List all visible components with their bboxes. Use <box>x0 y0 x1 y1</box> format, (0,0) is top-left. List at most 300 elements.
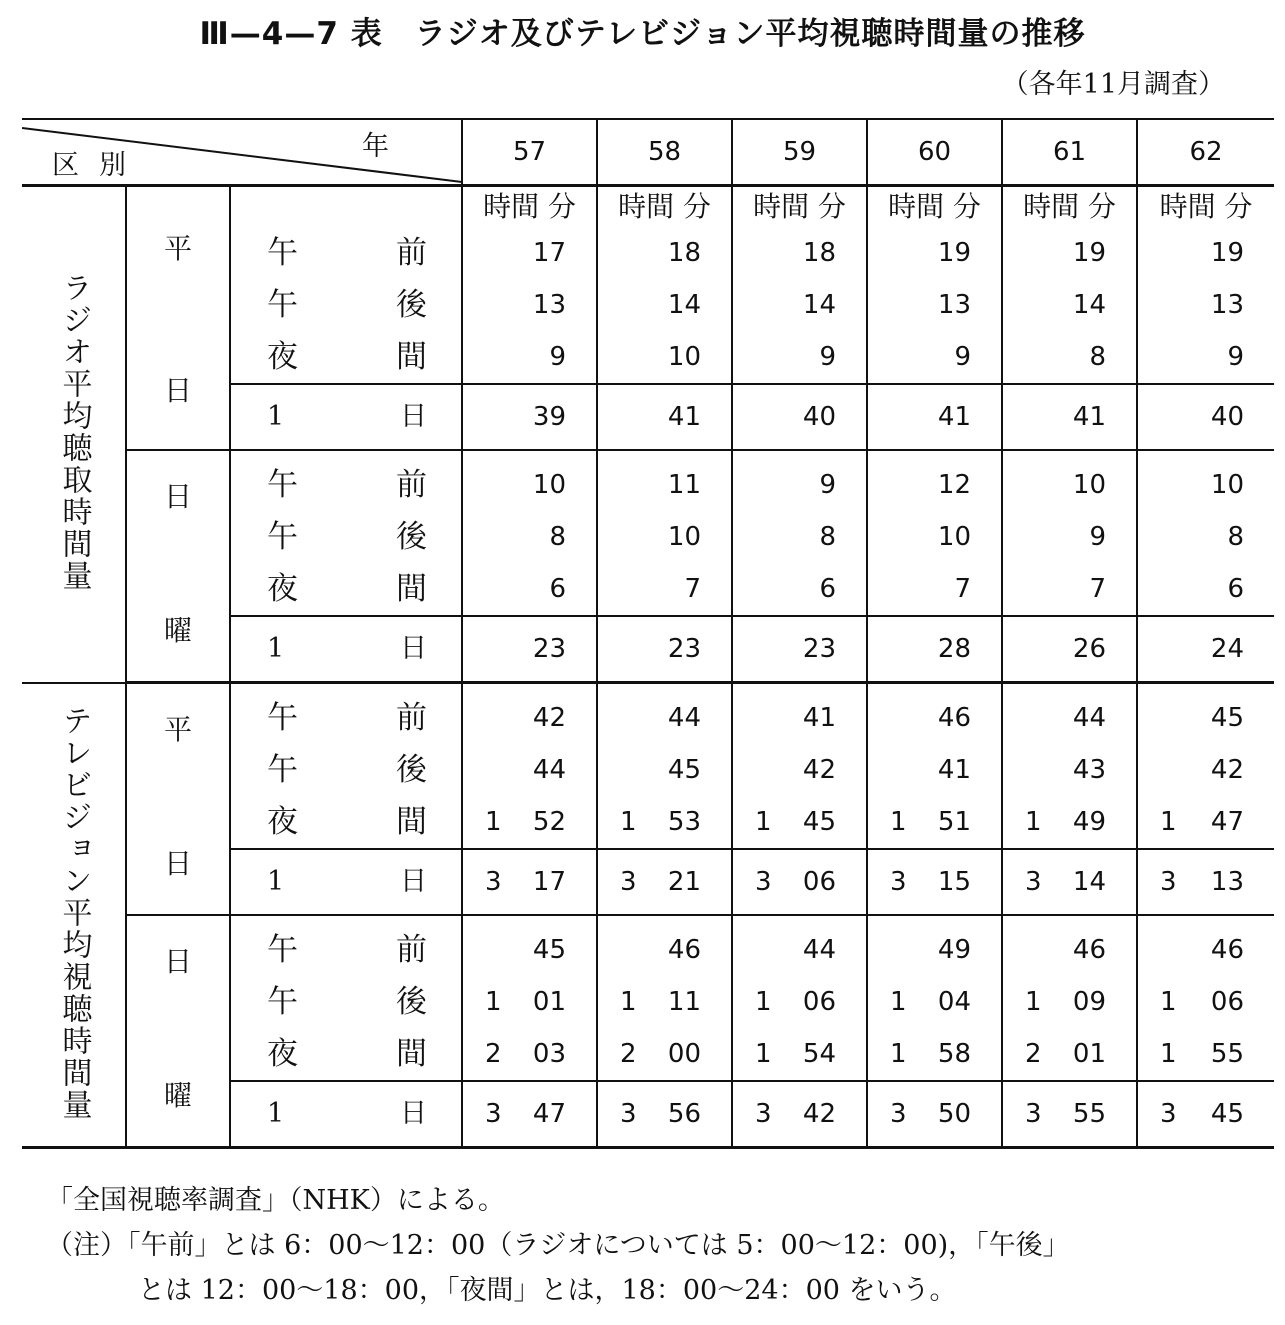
period-label <box>231 796 461 848</box>
time-value <box>733 744 866 796</box>
day-type-cell <box>126 186 230 451</box>
time-value <box>733 563 866 615</box>
minutes: 7 <box>684 574 702 604</box>
total-time-value <box>463 617 596 681</box>
hour-minute-unit: 時間 分 <box>888 190 981 223</box>
total-value-cell <box>462 384 597 450</box>
total-time-value <box>1138 617 1274 681</box>
time-value <box>1138 563 1274 615</box>
year-header: 57 <box>462 119 597 186</box>
minutes: 23 <box>667 634 702 664</box>
hours: 1 <box>755 807 772 837</box>
period-label <box>231 563 461 615</box>
time-value <box>598 279 731 331</box>
hours: 1 <box>1025 807 1042 837</box>
period-label <box>231 331 461 383</box>
time-value <box>463 279 596 331</box>
time-value <box>598 511 731 563</box>
time-value <box>463 796 596 848</box>
minutes: 14 <box>802 290 837 320</box>
day-type-cell <box>126 683 230 916</box>
time-value <box>733 796 866 848</box>
time-value <box>1003 924 1136 976</box>
survey-note: （各年11月調査） <box>1001 69 1225 100</box>
period-label-char: 前 <box>396 235 428 271</box>
table-title: Ⅲ—4—7 表 ラジオ及びテレビジョン平均視聴時間量の推移 <box>199 16 1086 52</box>
minutes: 10 <box>532 470 567 500</box>
time-value <box>598 459 731 511</box>
minutes: 49 <box>1072 807 1107 837</box>
period-labels-cell <box>230 915 462 1081</box>
minutes: 45 <box>532 935 567 965</box>
day-type-cell <box>126 450 230 683</box>
value-cell <box>732 683 867 850</box>
period-label <box>231 924 461 976</box>
minutes: 9 <box>954 342 972 372</box>
day-type-top: 日 <box>163 945 192 978</box>
hours: 1 <box>1160 807 1177 837</box>
time-value <box>463 563 596 615</box>
total-label <box>231 385 461 449</box>
time-value <box>868 331 1001 383</box>
total-value-cell <box>867 616 1002 683</box>
total-time-value <box>1138 850 1274 914</box>
corner-year-label: 年 <box>362 131 390 162</box>
minutes: 13 <box>1210 290 1245 320</box>
total-label-char: 1 <box>267 633 285 664</box>
day-type-bottom: 日 <box>163 847 192 880</box>
minutes: 55 <box>1210 1039 1245 1069</box>
minutes: 47 <box>1210 807 1245 837</box>
time-value <box>598 924 731 976</box>
total-time-value <box>1003 617 1136 681</box>
time-value <box>598 744 731 796</box>
header-row <box>22 119 1274 186</box>
total-time-value <box>733 385 866 449</box>
period-label-char: 午 <box>267 984 298 1020</box>
hours: 1 <box>890 807 907 837</box>
period-label <box>231 227 461 279</box>
hours: 1 <box>485 987 502 1017</box>
time-value <box>598 692 731 744</box>
period-label-char: 午 <box>267 467 298 503</box>
section-label: テレビジョン平均視聴時間量 <box>56 704 92 1121</box>
time-value <box>1138 511 1274 563</box>
minutes: 06 <box>802 987 837 1017</box>
period-label <box>231 692 461 744</box>
definition-note: （注）「午前」とは 6：00～12：00（ラジオについては 5：00～12：00)，「午後」 <box>46 1230 1070 1261</box>
minutes: 6 <box>819 574 837 604</box>
time-value <box>1003 459 1136 511</box>
minutes: 19 <box>1072 238 1107 268</box>
time-value <box>733 279 866 331</box>
total-time-value <box>1003 850 1136 914</box>
minutes: 8 <box>819 522 837 552</box>
total-time-value <box>598 617 731 681</box>
hour-minute-unit: 時間 分 <box>618 190 711 223</box>
hours: 1 <box>620 807 637 837</box>
value-cell <box>1002 186 1137 385</box>
hours: 1 <box>890 987 907 1017</box>
total-value-cell <box>1002 384 1137 450</box>
total-label-char: 日 <box>400 401 428 432</box>
time-value <box>463 511 596 563</box>
total-value-cell <box>867 849 1002 915</box>
hours: 3 <box>485 1099 502 1129</box>
hours: 1 <box>755 987 772 1017</box>
value-cell <box>1137 450 1274 616</box>
minutes: 6 <box>549 574 567 604</box>
time-value <box>463 331 596 383</box>
period-label-char: 夜 <box>267 1036 298 1072</box>
section-label: ラジオ平均聴取時間量 <box>56 272 92 593</box>
time-value <box>868 1028 1001 1080</box>
year-header: 62 <box>1137 119 1274 186</box>
total-label-char: 1 <box>267 1098 285 1129</box>
time-value <box>598 976 731 1028</box>
period-label <box>231 744 461 796</box>
source-note: 「全国視聴率調査」（NHK）による。 <box>46 1185 505 1216</box>
value-cell <box>1137 683 1274 850</box>
minutes: 14 <box>1072 867 1107 897</box>
value-cell <box>597 186 732 385</box>
minutes: 13 <box>1210 867 1245 897</box>
value-cell <box>462 683 597 850</box>
hours: 1 <box>755 1039 772 1069</box>
time-value <box>1138 744 1274 796</box>
hours: 1 <box>620 987 637 1017</box>
total-value-cell <box>597 384 732 450</box>
minutes: 42 <box>1210 755 1245 785</box>
time-value <box>1003 279 1136 331</box>
day-type-bottom: 日 <box>163 374 192 407</box>
hour-minute-unit: 時間 分 <box>753 190 846 223</box>
minutes: 13 <box>937 290 972 320</box>
period-label <box>231 511 461 563</box>
total-value-cell <box>597 616 732 683</box>
total-label-char: 日 <box>400 866 428 897</box>
minutes: 04 <box>937 987 972 1017</box>
hour-minute-unit: 時間 分 <box>1023 190 1116 223</box>
minutes: 53 <box>667 807 702 837</box>
total-label <box>231 1082 461 1146</box>
minutes: 28 <box>937 634 972 664</box>
time-value <box>868 924 1001 976</box>
corner-cell <box>22 119 462 186</box>
total-value-cell <box>462 616 597 683</box>
time-value <box>463 924 596 976</box>
period-label-char: 午 <box>267 700 298 736</box>
minutes: 40 <box>802 402 837 432</box>
time-value <box>1138 1028 1274 1080</box>
hours: 2 <box>620 1039 637 1069</box>
period-label-char: 前 <box>396 932 428 968</box>
total-time-value <box>868 850 1001 914</box>
time-value <box>1003 227 1136 279</box>
value-cell <box>462 186 597 385</box>
total-label-char: 1 <box>267 401 285 432</box>
time-value <box>1003 1028 1136 1080</box>
period-label-char: 夜 <box>267 339 298 375</box>
minutes: 46 <box>667 935 702 965</box>
time-value <box>598 563 731 615</box>
minutes: 26 <box>1072 634 1107 664</box>
total-time-value <box>868 1082 1001 1146</box>
minutes: 44 <box>1072 703 1107 733</box>
time-value <box>1003 796 1136 848</box>
total-time-value <box>868 385 1001 449</box>
total-label-cell <box>230 849 462 915</box>
time-value <box>463 744 596 796</box>
total-value-cell <box>732 384 867 450</box>
minutes: 10 <box>667 342 702 372</box>
minutes: 44 <box>532 755 567 785</box>
time-value <box>1003 976 1136 1028</box>
time-value <box>868 227 1001 279</box>
minutes: 46 <box>937 703 972 733</box>
total-value-cell <box>1137 384 1274 450</box>
period-labels-cell <box>230 683 462 850</box>
hour-minute-unit: 時間 分 <box>1159 190 1253 223</box>
time-value <box>733 1028 866 1080</box>
minutes: 10 <box>937 522 972 552</box>
total-label-cell <box>230 1081 462 1148</box>
definition-note-cont: とは 12：00～18：00，「夜間」とは，18：00～24：00 をいう。 <box>138 1275 957 1306</box>
value-cell <box>1137 915 1274 1081</box>
value-cell <box>1002 450 1137 616</box>
hours: 3 <box>890 867 907 897</box>
day-type-top: 平 <box>163 713 192 746</box>
time-value <box>733 459 866 511</box>
time-value <box>868 459 1001 511</box>
value-cell <box>462 915 597 1081</box>
time-value <box>1138 279 1274 331</box>
hours: 3 <box>1025 1099 1042 1129</box>
value-cell <box>1137 186 1274 385</box>
value-cell <box>597 915 732 1081</box>
period-block-row <box>22 683 1274 850</box>
period-label-char: 後 <box>396 287 428 323</box>
total-label-cell <box>230 616 462 683</box>
time-value <box>463 459 596 511</box>
minutes: 06 <box>802 867 837 897</box>
total-value-cell <box>597 849 732 915</box>
total-time-value <box>1003 1082 1136 1146</box>
minutes: 6 <box>1227 574 1245 604</box>
minutes: 8 <box>549 522 567 552</box>
time-value <box>1138 796 1274 848</box>
period-labels-cell <box>230 186 462 385</box>
day-type-cell <box>126 915 230 1148</box>
period-label-char: 夜 <box>267 804 298 840</box>
value-cell <box>1002 915 1137 1081</box>
hours: 3 <box>1160 867 1177 897</box>
period-block-row <box>22 186 1274 385</box>
minutes: 15 <box>937 867 972 897</box>
hours: 3 <box>620 1099 637 1129</box>
time-value <box>733 692 866 744</box>
minutes: 09 <box>1072 987 1107 1017</box>
period-label-char: 前 <box>396 700 428 736</box>
total-time-value <box>463 385 596 449</box>
hours: 3 <box>755 1099 772 1129</box>
minutes: 41 <box>667 402 702 432</box>
period-label-char: 間 <box>396 339 428 375</box>
minutes: 03 <box>532 1039 567 1069</box>
hours: 3 <box>1160 1099 1177 1129</box>
total-time-value <box>598 385 731 449</box>
total-value-cell <box>867 1081 1002 1148</box>
minutes: 52 <box>532 807 567 837</box>
total-time-value <box>733 1082 866 1146</box>
minutes: 41 <box>937 402 972 432</box>
total-value-cell <box>1137 616 1274 683</box>
minutes: 45 <box>667 755 702 785</box>
total-value-cell <box>1002 1081 1137 1148</box>
viewing-time-table <box>22 118 1274 1149</box>
hours: 1 <box>1025 987 1042 1017</box>
hour-minute-unit: 時間 分 <box>483 190 576 223</box>
period-label-char: 後 <box>396 519 428 555</box>
time-value <box>733 227 866 279</box>
hours: 2 <box>1025 1039 1042 1069</box>
hours: 1 <box>1160 987 1177 1017</box>
minutes: 23 <box>802 634 837 664</box>
minutes: 17 <box>532 238 567 268</box>
minutes: 42 <box>802 755 837 785</box>
minutes: 12 <box>937 470 972 500</box>
time-value <box>868 796 1001 848</box>
section-label-cell <box>22 683 126 1148</box>
time-value <box>1138 227 1274 279</box>
total-value-cell <box>1137 849 1274 915</box>
time-value <box>733 511 866 563</box>
minutes: 39 <box>532 402 567 432</box>
minutes: 9 <box>819 470 837 500</box>
minutes: 01 <box>1072 1039 1107 1069</box>
total-label-cell <box>230 384 462 450</box>
time-value <box>463 1028 596 1080</box>
time-value <box>868 744 1001 796</box>
minutes: 51 <box>937 807 972 837</box>
total-time-value <box>1003 385 1136 449</box>
minutes: 7 <box>1089 574 1107 604</box>
total-time-value <box>463 850 596 914</box>
total-time-value <box>598 850 731 914</box>
total-value-cell <box>732 616 867 683</box>
minutes: 44 <box>802 935 837 965</box>
minutes: 50 <box>937 1099 972 1129</box>
minutes: 19 <box>1210 238 1245 268</box>
minutes: 11 <box>667 987 702 1017</box>
period-labels-cell <box>230 450 462 616</box>
total-time-value <box>868 617 1001 681</box>
value-cell <box>867 186 1002 385</box>
value-cell <box>732 186 867 385</box>
minutes: 06 <box>1210 987 1245 1017</box>
time-value <box>1138 976 1274 1028</box>
value-cell <box>462 450 597 616</box>
minutes: 14 <box>667 290 702 320</box>
minutes: 9 <box>819 342 837 372</box>
minutes: 45 <box>1210 703 1245 733</box>
time-value <box>1003 744 1136 796</box>
value-cell <box>732 915 867 1081</box>
time-value <box>733 924 866 976</box>
value-cell <box>597 683 732 850</box>
day-type-top: 日 <box>163 480 192 513</box>
total-label-char: 1 <box>267 866 285 897</box>
day-type-bottom: 曜 <box>163 1079 192 1112</box>
total-label <box>231 617 461 681</box>
minutes: 56 <box>667 1099 702 1129</box>
period-label-char: 間 <box>396 571 428 607</box>
value-cell <box>732 450 867 616</box>
time-value <box>598 331 731 383</box>
time-value <box>733 331 866 383</box>
period-label-char: 後 <box>396 984 428 1020</box>
minutes: 19 <box>937 238 972 268</box>
time-value <box>868 279 1001 331</box>
hours: 2 <box>485 1039 502 1069</box>
total-label <box>231 850 461 914</box>
hours: 3 <box>485 867 502 897</box>
total-value-cell <box>462 1081 597 1148</box>
minutes: 44 <box>667 703 702 733</box>
year-header: 61 <box>1002 119 1137 186</box>
time-value <box>463 227 596 279</box>
minutes: 10 <box>1072 470 1107 500</box>
minutes: 49 <box>937 935 972 965</box>
hours: 3 <box>755 867 772 897</box>
minutes: 42 <box>802 1099 837 1129</box>
minutes: 8 <box>1227 522 1245 552</box>
time-value <box>1138 331 1274 383</box>
year-header: 60 <box>867 119 1002 186</box>
year-header: 58 <box>597 119 732 186</box>
value-cell <box>597 450 732 616</box>
period-label-char: 前 <box>396 467 428 503</box>
time-value <box>868 976 1001 1028</box>
total-time-value <box>733 617 866 681</box>
minutes: 11 <box>667 470 702 500</box>
hours: 3 <box>1025 867 1042 897</box>
time-value <box>598 1028 731 1080</box>
time-value <box>733 976 866 1028</box>
section-label-cell <box>22 186 126 683</box>
total-value-cell <box>732 849 867 915</box>
minutes: 45 <box>802 807 837 837</box>
minutes: 41 <box>802 703 837 733</box>
total-time-value <box>1138 1082 1274 1146</box>
hours: 3 <box>890 1099 907 1129</box>
minutes: 58 <box>937 1039 972 1069</box>
time-value <box>868 511 1001 563</box>
minutes: 47 <box>532 1099 567 1129</box>
minutes: 46 <box>1210 935 1245 965</box>
minutes: 24 <box>1210 634 1245 664</box>
minutes: 01 <box>532 987 567 1017</box>
time-value <box>1003 692 1136 744</box>
time-value <box>1003 331 1136 383</box>
total-time-value <box>598 1082 731 1146</box>
hours: 1 <box>485 807 502 837</box>
time-value <box>1138 924 1274 976</box>
period-block-row <box>22 450 1274 616</box>
period-label <box>231 1028 461 1080</box>
minutes: 10 <box>667 522 702 552</box>
total-time-value <box>1138 385 1274 449</box>
